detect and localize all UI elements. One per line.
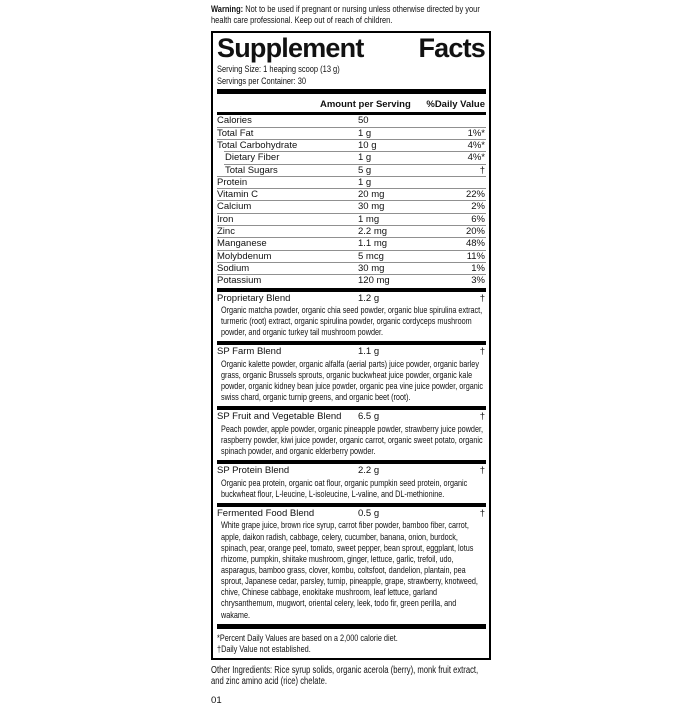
blend-header (217, 346, 486, 358)
blend-description-text: Peach powder, apple powder, organic pineapple powder, strawberry juice powder, raspberry powder, kiwi juice powder, organic carrot, organic sweet potato, organic spinach powder, and organic elderberry powder. (221, 423, 484, 457)
nutrient-amount: 10 g (358, 140, 377, 151)
nutrient-name: Total Carbohydrate (217, 140, 298, 151)
nutrient-amount: 5 mcg (358, 250, 384, 262)
nutrient-name: Molybdenum (217, 250, 272, 262)
nutrient-name: Calories (217, 115, 252, 127)
nutrient-row-vitamin-c (217, 189, 486, 200)
divider-bar-blend (217, 503, 486, 507)
blend-section-sp-fruit-and-vegetable-blend (217, 411, 486, 459)
blend-name: SP Farm Blend (217, 346, 282, 358)
nutrient-daily-value: 4%* (467, 140, 485, 151)
nutrient-name: Total Sugars (225, 164, 278, 176)
nutrient-daily-value: 1%* (467, 127, 485, 139)
blend-sections (217, 293, 486, 623)
nutrient-amount: 120 mg (358, 275, 390, 287)
supplement-facts-panel (211, 31, 491, 660)
nutrient-daily-value: † (479, 164, 485, 176)
blend-description (217, 478, 486, 500)
nutrient-amount: 20 mg (358, 189, 385, 201)
nutrient-amount: 1 g (358, 127, 372, 139)
blend-header (217, 293, 486, 305)
panel-title-left: Supplement (217, 32, 364, 63)
blend-name: SP Protein Blend (217, 465, 290, 477)
nutrient-row-protein (217, 177, 486, 188)
nutrient-daily-value: 3% (471, 275, 485, 287)
nutrient-name: Sodium (217, 262, 250, 274)
blend-description (217, 305, 486, 338)
blend-header (217, 508, 486, 520)
panel-title-right: Facts (418, 32, 485, 63)
nutrient-amount: 1 g (358, 176, 372, 188)
nutrient-row-zinc (217, 226, 486, 237)
other-ingredients-text: Other Ingredients: Rice syrup solids, organic acerola (berry), monk fruit extract, and zinc amino acid (rice) chelate. (211, 664, 479, 688)
blend-section-sp-protein-blend (217, 465, 486, 502)
blend-name: SP Fruit and Vegetable Blend (217, 411, 342, 423)
nutrient-row-dietary-fiber (217, 152, 486, 163)
blend-daily-value: † (479, 346, 485, 358)
blend-section-fermented-food-blend (217, 508, 486, 623)
footnote-text: *Percent Daily Values are based on a 2,000 calorie diet. (217, 631, 398, 643)
nutrient-row-manganese (217, 238, 486, 249)
blend-description (217, 520, 486, 620)
nutrient-daily-value: 4%* (467, 152, 485, 164)
blend-amount: 0.5 g (358, 508, 380, 519)
nutrient-name: Manganese (217, 238, 267, 250)
blend-section-sp-farm-blend (217, 346, 486, 405)
nutrient-daily-value: 20% (465, 226, 485, 238)
nutrient-name: Zinc (217, 226, 235, 238)
blend-description (217, 359, 486, 404)
footer-code: 01 (211, 694, 222, 706)
blend-section-proprietary-blend (217, 293, 486, 341)
nutrient-row-potassium (217, 275, 486, 286)
nutrient-row-total-carbohydrate (217, 140, 486, 151)
blend-header (217, 465, 486, 477)
serving-size-text: Serving Size: 1 heaping scoop (13 g) (217, 63, 340, 75)
nutrient-amount: 1 g (358, 152, 372, 164)
footnote-line (217, 632, 486, 643)
blend-amount: 1.2 g (358, 292, 380, 304)
nutrient-row-sodium (217, 263, 486, 274)
footnote-line (217, 643, 486, 654)
warning-body: Not to be used if pregnant or nursing unless otherwise directed by your health care professional. Keep out of reach of children. (211, 4, 480, 27)
blend-amount: 2.2 g (358, 465, 380, 477)
blend-amount: 1.1 g (358, 346, 380, 358)
other-ingredients (211, 665, 493, 688)
footnotes (217, 631, 486, 656)
nutrient-daily-value: 11% (466, 250, 485, 262)
nutrient-amount: 30 mg (358, 262, 385, 274)
nutrient-row-calories (217, 115, 486, 126)
nutrient-amount: 30 mg (358, 201, 385, 213)
panel-title (217, 34, 486, 64)
blend-header (217, 411, 486, 423)
blend-description-text: White grape juice, brown rice syrup, carrot fiber powder, bamboo fiber, carrot, apple, daikon radish, cabbage, celery, cucumber, banana, onion, burdock, spinach, pear, orange peel, tomato, sweet pepper, bean sprout, eggplant, lotus rhizome, pumpkin, shiitake mushroom, ginger, lettuce, garlic, trefoil, udo, asparagus, bamboo grass, clover, kombu, coltsfoot, dandelion, plantain, pea sprout, Japanese cedar, parsley, turnip, pineapple, grape, strawberry, knotweed, chive, Chinese cabbage, enokitake mushroom, leaf lettuce, garland chrysanthemum, mugwort, oriental celery, leek, todo fir, green perilla, and wakame. (221, 520, 478, 620)
warning-text (211, 4, 491, 27)
divider-bar-blend (217, 460, 486, 464)
serving-size (217, 64, 486, 76)
nutrient-amount: 2.2 mg (358, 226, 388, 238)
table-header (217, 94, 486, 115)
nutrient-name: Protein (217, 176, 248, 188)
blend-daily-value: † (479, 465, 485, 477)
blend-description-text: Organic matcha powder, organic chia seed powder, organic blue spirulina extract, turmeric (root) extract, organic spirulina powder, organic cordyceps mushroom powder, and organic turkey tail mushroom powder. (221, 304, 483, 338)
nutrient-row-total-fat (217, 128, 486, 139)
warning-label: Warning: (211, 4, 244, 15)
nutrient-table (217, 115, 486, 286)
supplement-label-page (0, 4, 700, 704)
blend-daily-value: † (479, 292, 485, 304)
header-amount-per-serving: Amount per Serving (320, 99, 411, 111)
footnote-text: †Daily Value not established. (217, 643, 311, 655)
blend-description-text: Organic pea protein, organic oat flour, organic pumpkin seed protein, organic buckwheat flour, L-leucine, L-isoleucine, L-valine, and DL-methionine. (221, 477, 468, 499)
nutrient-name: Potassium (217, 275, 262, 287)
blend-daily-value: † (479, 411, 485, 423)
nutrient-amount: 1 mg (358, 213, 380, 225)
nutrient-row-iron (217, 214, 486, 225)
nutrient-row-total-sugars (217, 165, 486, 176)
nutrient-daily-value: 6% (471, 213, 485, 225)
nutrient-name: Iron (217, 213, 234, 225)
nutrient-amount: 1.1 mg (358, 238, 388, 250)
nutrient-name: Total Fat (217, 127, 254, 139)
divider-bar-blends (217, 288, 486, 292)
divider-bar-blend (217, 406, 486, 410)
blend-description (217, 424, 486, 457)
blend-amount: 6.5 g (358, 411, 380, 423)
divider-bar-blend (217, 341, 486, 345)
nutrient-daily-value: 2% (471, 201, 485, 213)
nutrient-amount: 5 g (358, 164, 372, 176)
blend-description-text: Organic kalette powder, organic alfalfa (aerial parts) juice powder, organic barley grass, organic Brussels sprouts, organic buckwheat juice powder, organic kale powder, organic kidney bean juice powder, organic pea vine juice powder, organic swiss chard, organic turnip greens, and organic beet (root). (221, 358, 484, 403)
header-daily-value: %Daily Value (426, 99, 485, 111)
nutrient-name: Vitamin C (217, 189, 259, 201)
nutrient-row-calcium (217, 201, 486, 212)
nutrient-daily-value: 1% (471, 262, 485, 274)
nutrient-name: Calcium (217, 201, 252, 213)
nutrient-amount: 50 (358, 115, 369, 127)
nutrient-name: Dietary Fiber (225, 152, 280, 164)
nutrient-daily-value: 48% (465, 238, 485, 250)
blend-name: Fermented Food Blend (217, 508, 315, 519)
nutrient-row-molybdenum (217, 251, 486, 262)
servings-per-container-text: Servings per Container: 30 (217, 75, 307, 87)
servings-per-container (217, 76, 486, 88)
blend-name: Proprietary Blend (217, 292, 291, 304)
divider-bar-footnotes (217, 624, 486, 629)
warning-paragraph (211, 4, 491, 27)
nutrient-daily-value: 22% (465, 189, 485, 201)
blend-daily-value: † (479, 508, 485, 519)
